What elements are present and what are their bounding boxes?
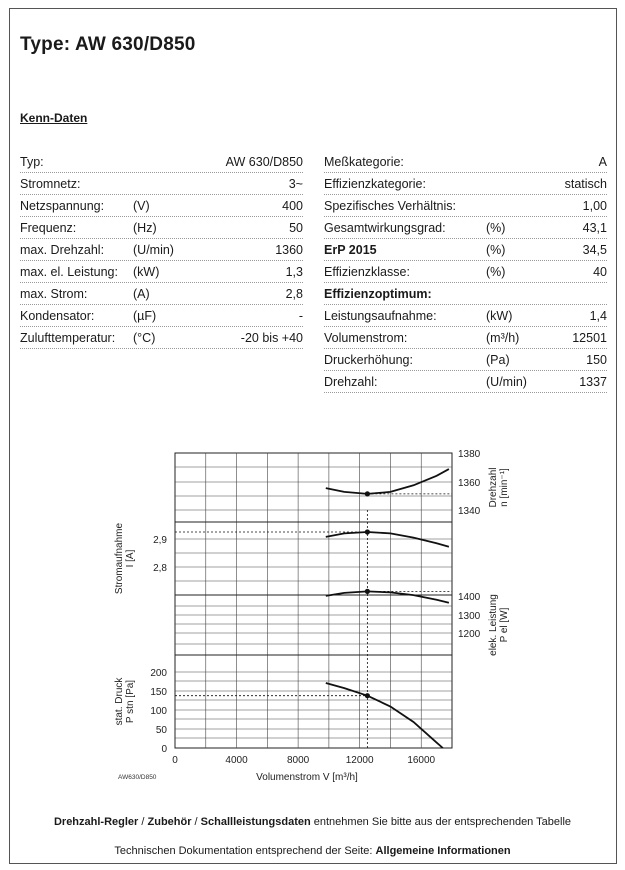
footer-sep-2: /	[191, 816, 201, 828]
row-value: 1360	[275, 243, 303, 257]
footer-allgemeine: Allgemeine Informationen	[375, 845, 511, 857]
y-tick-label-druck: 200	[150, 668, 167, 679]
footer-sep-1: /	[138, 816, 148, 828]
y-tick-label-strom: 2,9	[153, 535, 167, 546]
row-label: Leistungsaufnahme:	[324, 309, 437, 323]
row-unit: (V)	[133, 199, 150, 213]
x-tick-label: 4000	[225, 755, 248, 766]
y-tick-label-leistung: 1200	[458, 629, 481, 640]
row-unit: (%)	[486, 243, 506, 257]
row-label: Effizienzklasse:	[324, 265, 410, 279]
row-label: Zulufttemperatur:	[20, 331, 116, 345]
row-unit: (%)	[486, 221, 506, 235]
row-value: 1,00	[582, 199, 607, 213]
y-tick-label-leistung: 1400	[458, 592, 481, 603]
row-value: 1,3	[285, 265, 303, 279]
y-axis-unit-drehzahl: n [min⁻¹]	[499, 468, 510, 507]
series-line-leistung	[326, 591, 449, 602]
row-value: 1,4	[589, 309, 607, 323]
y-axis-unit-leistung: P el [W]	[499, 607, 510, 643]
row-label: Gesamtwirkungsgrad:	[324, 221, 446, 235]
row-value: A	[598, 155, 607, 169]
row-label: ErP 2015	[324, 243, 377, 257]
x-tick-label: 0	[172, 755, 178, 766]
footer-line1-rest: entnehmen Sie bitte aus der entsprechenden Tabelle	[310, 816, 572, 828]
row-value: statisch	[564, 177, 607, 191]
footer-line-2	[0, 845, 625, 857]
row-label: Netzspannung:	[20, 199, 105, 213]
x-tick-label: 8000	[286, 755, 310, 766]
row-value: 1337	[579, 375, 607, 389]
row-value: 400	[282, 199, 303, 213]
row-label: Drehzahl:	[324, 375, 378, 389]
row-value: AW 630/D850	[225, 155, 303, 169]
y-tick-label-drehzahl: 1360	[458, 478, 481, 489]
y-tick-label-druck: 50	[155, 725, 167, 736]
row-value: 40	[593, 265, 607, 279]
row-label: max. Strom:	[20, 287, 88, 301]
row-unit: (Pa)	[486, 353, 510, 367]
row-unit: (kW)	[133, 265, 160, 279]
y-tick-label-leistung: 1300	[458, 611, 481, 622]
row-unit: (A)	[133, 287, 150, 301]
row-label: max. el. Leistung:	[20, 265, 118, 279]
footer-regler: Drehzahl-Regler	[53, 816, 139, 828]
row-unit: (Hz)	[133, 221, 157, 235]
row-label: Stromnetz:	[20, 177, 81, 191]
row-label: Frequenz:	[20, 221, 77, 235]
row-unit: (m³/h)	[486, 331, 520, 345]
y-tick-label-strom: 2,8	[153, 563, 167, 574]
y-tick-label-druck: 150	[150, 687, 167, 698]
row-value: -	[298, 309, 303, 323]
row-label: Typ:	[20, 155, 44, 169]
row-unit: (%)	[486, 265, 506, 279]
section-title: Kenn-Daten	[20, 111, 88, 125]
x-axis-label: Volumenstrom V [m³/h]	[256, 772, 358, 783]
row-value: 2,8	[285, 287, 303, 301]
chart-border	[175, 453, 452, 748]
y-axis-label-drehzahl: Drehzahl	[488, 467, 499, 508]
y-axis-unit-druck: P stn [Pa]	[125, 679, 136, 724]
y-tick-label-druck: 0	[161, 744, 167, 755]
y-axis-unit-strom: I [A]	[125, 549, 136, 568]
row-value: 150	[586, 353, 607, 367]
row-label: max. Drehzahl:	[20, 243, 105, 257]
row-value: -20 bis +40	[240, 331, 303, 345]
y-axis-label-leistung: elek. Leistung	[488, 594, 499, 656]
footer-schall: Schallleistungsdaten	[200, 816, 311, 828]
row-label: Spezifisches Verhältnis:	[324, 199, 457, 213]
row-label: Meßkategorie:	[324, 155, 404, 169]
series-line-drehzahl	[326, 469, 449, 494]
row-value: 50	[289, 221, 303, 235]
y-axis-label-druck: stat. Druck	[114, 677, 125, 726]
row-unit: (kW)	[486, 309, 513, 323]
row-label: Kondensator:	[20, 309, 95, 323]
row-label: Effizienzkategorie:	[324, 177, 426, 191]
row-unit: (µF)	[133, 309, 157, 323]
y-tick-label-drehzahl: 1340	[458, 506, 481, 517]
y-tick-label-druck: 100	[150, 706, 167, 717]
row-unit: (U/min)	[486, 375, 527, 389]
row-value: 43,1	[582, 221, 607, 235]
row-unit: (°C)	[133, 331, 156, 345]
footer-zubehoer: Zubehör	[147, 816, 192, 828]
chart-caption: AW630/D850	[118, 774, 157, 781]
row-value: 34,5	[582, 243, 607, 257]
row-label: Volumenstrom:	[324, 331, 408, 345]
x-tick-label: 12000	[345, 755, 374, 766]
page-title: Type: AW 630/D850	[20, 34, 196, 55]
row-unit: (U/min)	[133, 243, 174, 257]
y-axis-label-strom: Stromaufnahme	[114, 522, 125, 595]
row-value: 3~	[288, 177, 303, 191]
y-tick-label-drehzahl: 1380	[458, 449, 481, 460]
footer-line-1	[0, 816, 625, 828]
series-line-strom	[326, 532, 449, 547]
row-label: Druckerhöhung:	[324, 353, 413, 367]
footer-line2-text: Technischen Dokumentation entsprechend der Seite:	[114, 845, 376, 857]
row-label: Effizienzoptimum:	[324, 287, 432, 301]
x-tick-label: 16000	[407, 755, 436, 766]
row-value: 12501	[572, 331, 607, 345]
